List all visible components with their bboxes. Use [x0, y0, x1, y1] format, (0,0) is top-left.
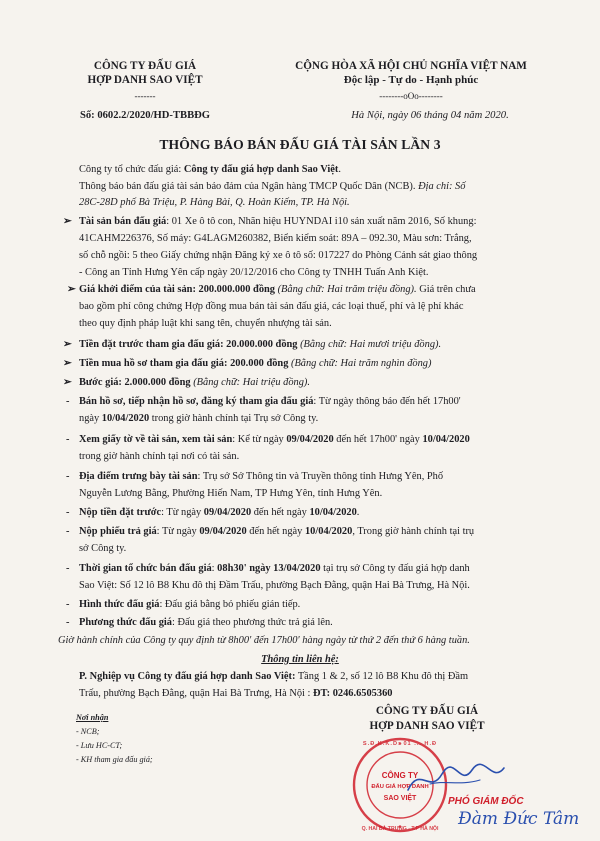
viewing-line1: Xem giấy tờ về tài sản, xem tài sản: Kể từ ngày 09/04/2020 đến hết 17h00' ngày 10/04/2020 [79, 434, 470, 445]
bullet-arrow-icon: ➢ [67, 284, 76, 295]
deposit-line: Tiền đặt trước tham gia đấu giá: 20.000.000 đồng (Bằng chữ: Hai mươi triệu đồng). [79, 339, 442, 350]
asset-line1: Tài sản bán đấu giá: 01 Xe ô tô con, Nhãn hiệu HUYNDAI i10 sản xuất năm 2016, Số khung: [79, 216, 477, 227]
motto-separator: --------oOo-------- [379, 91, 443, 101]
bullet-arrow-icon: ➢ [63, 377, 72, 388]
display-location-line1: Địa điểm trưng bày tài sản: Trụ sở Sở Thông tin và Truyền thông tỉnh Hưng Yên, Phố [79, 471, 444, 482]
bullet-dash: - [66, 599, 70, 610]
viewing-line2: trong giờ hành chính tại nơi có tài sản. [79, 451, 240, 462]
bid-submission-line2: sở Công ty. [79, 543, 127, 554]
national-motto: Độc lập - Tự do - Hạnh phúc [343, 74, 479, 86]
starting-price-line2: bao gồm phí công chứng Hợp đồng mua bán tài sản đấu giá, các loại thuế, phí và lệ phí khác [79, 301, 464, 312]
seal-ring-top-text: S.Đ.K.K.D: 01 ... H.Đ [362, 741, 438, 747]
seal-center-line2: ĐẤU GIÁ HỢP DANH [371, 784, 429, 790]
intro-organizer: Công ty tổ chức đấu giá: Công ty đấu giá hợp danh Sao Việt. [79, 164, 341, 175]
bullet-dash: - [66, 434, 70, 445]
starting-price-line3: theo quy định pháp luật khi sang tên, chuyển nhượng tài sản. [79, 318, 332, 329]
contact-line1: P. Nghiệp vụ Công ty đấu giá hợp danh Sao Việt: Tầng 1 & 2, số 12 lô B8 Khu đô thị Đầm [79, 671, 469, 682]
recipient-item: - Lưu HC-CT; [76, 741, 123, 750]
intro-notice: Thông báo bán đấu giá tài sản bảo đảm của Ngân hàng TMCP Quốc Dân (NCB). Địa chỉ: Số [79, 181, 466, 192]
seal-center-line3: SAO VIỆT [383, 795, 417, 802]
intro-address: 28C-28D phố Bà Triệu, P. Hàng Bài, Q. Hoàn Kiếm, TP. Hà Nội. [79, 197, 350, 208]
signer-org-line2: HỢP DANH SAO VIỆT [369, 720, 485, 732]
asset-line3: số chỗ ngồi: 5 theo Giấy chứng nhận Đăng ký xe ô tô số: 017227 do Phòng Cảnh sát giao thông [79, 250, 478, 261]
dossier-fee-line: Tiền mua hồ sơ tham gia đấu giá: 200.000 đồng (Bằng chữ: Hai trăm nghìn đồng) [79, 358, 432, 369]
place-and-date: Hà Nội, ngày 06 tháng 04 năm 2020. [351, 110, 509, 121]
bullet-dash: - [66, 617, 70, 628]
bullet-dash: - [66, 526, 70, 537]
bullet-arrow-icon: ➢ [63, 216, 72, 227]
contact-heading: Thông tin liên hệ: [261, 654, 339, 665]
bullet-arrow-icon: ➢ [63, 358, 72, 369]
auction-time-line1: Thời gian tổ chức bán đấu giá: 08h30' ngày 13/04/2020 tại trụ sở Công ty đấu giá hợp danh [79, 563, 470, 574]
company-name-line2: HỢP DANH SAO VIỆT [87, 74, 203, 86]
auction-time-line2: Sao Việt: Số 12 lô B8 Khu đô thị Đầm Trấu, phường Bạch Đằng, quận Hai Bà Trưng, Hà Nội. [79, 580, 470, 591]
bid-submission-line1: Nộp phiếu trả giá: Từ ngày 09/04/2020 đến hết ngày 10/04/2020, Trong giờ hành chính tại trụ [79, 526, 475, 537]
signer-role: PHÓ GIÁM ĐỐC [448, 796, 524, 807]
contact-phone: ĐT: 0246.6505360 [313, 688, 393, 699]
registration-line1: Bán hồ sơ, tiếp nhận hồ sơ, đăng ký tham gia đấu giá: Từ ngày thông báo đến hết 17h00' [79, 396, 461, 407]
recipient-item: - KH tham gia đấu giá; [76, 755, 153, 764]
handwritten-signature-icon [400, 760, 510, 800]
document-title: THÔNG BÁO BÁN ĐẤU GIÁ TÀI SẢN LẦN 3 [159, 137, 441, 152]
deposit-payment-line: Nộp tiền đặt trước: Từ ngày 09/04/2020 đến hết ngày 10/04/2020. [79, 507, 360, 518]
starting-price-line1: Giá khởi điểm của tài sản: 200.000.000 đồng (Bằng chữ: Hai trăm triệu đồng). Giá trên chưa [79, 284, 476, 295]
recipient-item: - NCB; [76, 727, 100, 736]
contact-line2: Trấu, phường Bạch Đằng, quận Hai Bà Trưng, Hà Nội : ĐT: 0246.6505360 [79, 688, 393, 699]
asset-line2: 41CAHM226376, Số máy: G4LAGM260382, Biển kiểm soát: 89A – 092.30, Màu sơn: Trắng, [79, 233, 472, 244]
document-number: Số: 0602.2/2020/HD-TBBĐG [79, 110, 211, 121]
display-location-line2: Nguyễn Lương Bằng, Phường Hiến Nam, TP Hưng Yên, tỉnh Hưng Yên. [79, 488, 383, 499]
bullet-dash: - [66, 563, 70, 574]
seal-ring-bottom-text: Q. HAI BÀ TRƯNG - T.P HÀ NỘI [361, 826, 439, 832]
country-name: CỘNG HÒA XÃ HỘI CHỦ NGHĨA VIỆT NAM [295, 60, 527, 72]
seal-center-line1: CÔNG TY [381, 771, 419, 780]
bullet-arrow-icon: ➢ [63, 339, 72, 350]
bullet-dash: - [66, 471, 70, 482]
bullet-dash: - [66, 396, 70, 407]
company-separator: ------- [134, 91, 156, 101]
registration-line2: ngày 10/04/2020 trong giờ hành chính tại Trụ sở Công ty. [79, 413, 319, 424]
bullet-dash: - [66, 507, 70, 518]
company-name-line1: CÔNG TY ĐẤU GIÁ [93, 60, 197, 72]
office-hours-note: Giờ hành chính của Công ty quy định từ 8h00' đến 17h00' hàng ngày từ thứ 2 đến thứ 6 hàng tuần. [58, 635, 470, 646]
recipients-heading: Nơi nhận [76, 713, 109, 722]
organizer-name: Công ty đấu giá hợp danh Sao Việt [183, 164, 339, 175]
signer-org-line1: CÔNG TY ĐẤU GIÁ [375, 705, 479, 717]
auction-method-line: Phương thức đấu giá: Đấu giá theo phương thức trả giá lên. [79, 617, 333, 628]
bid-step-line: Bước giá: 2.000.000 đồng (Bằng chữ: Hai triệu đồng). [79, 377, 310, 388]
signer-name: Đàm Đức Tâm [458, 809, 580, 829]
asset-line4: - Công an Tỉnh Hưng Yên cấp ngày 20/12/2016 cho Công ty TNHH Tuấn Anh Kiệt. [79, 267, 429, 278]
auction-form-line: Hình thức đấu giá: Đấu giá bằng bỏ phiếu gián tiếp. [79, 599, 301, 610]
